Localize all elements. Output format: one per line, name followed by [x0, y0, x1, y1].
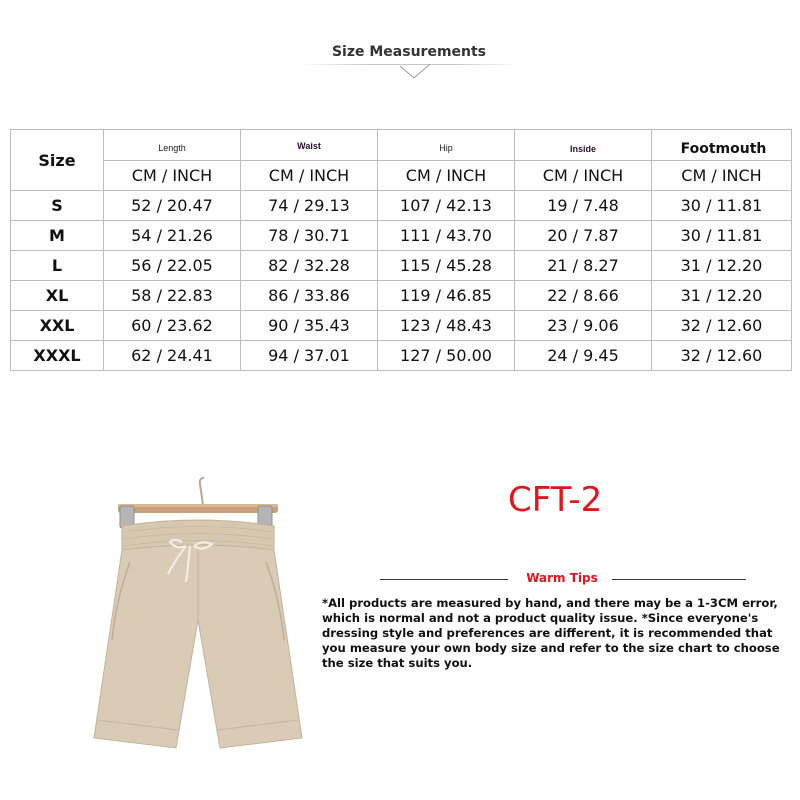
unit-label: CM / INCH [104, 161, 241, 191]
measurement-cell: 123 / 48.43 [378, 311, 515, 341]
measurement-cell: 52 / 20.47 [104, 191, 241, 221]
measurement-cell: 30 / 11.81 [652, 221, 792, 251]
measurement-cell: 127 / 50.00 [378, 341, 515, 371]
measurement-cell: 31 / 12.20 [652, 251, 792, 281]
size-cell: L [11, 251, 104, 281]
column-label: Inside [569, 143, 596, 154]
unit-label: CM / INCH [378, 161, 515, 191]
unit-label: CM / INCH [515, 161, 652, 191]
size-header: Size [11, 130, 104, 191]
measurement-cell: 32 / 12.60 [652, 311, 792, 341]
measurement-cell: 115 / 45.28 [378, 251, 515, 281]
tips-divider-right [612, 579, 746, 580]
size-rows [11, 191, 792, 371]
warm-tips-text: *All products are measured by hand, and there may be a 1-3CM error, which is normal and not a product quality issue. *Since everyone's dressing style and preferences are different, it is recommended that you measure your own body size and refer to the size chart to choose the size that suits you. [322, 596, 780, 670]
table-row [11, 281, 792, 311]
column-header-hip [378, 130, 515, 161]
column-label: Length [158, 143, 186, 153]
measurement-cell: 90 / 35.43 [241, 311, 378, 341]
page-title: Size Measurements [331, 44, 487, 60]
measurement-cell: 82 / 32.28 [241, 251, 378, 281]
table-row [11, 341, 792, 371]
measurement-cell: 58 / 22.83 [104, 281, 241, 311]
measurement-cell: 23 / 9.06 [515, 311, 652, 341]
measurement-cell: 60 / 23.62 [104, 311, 241, 341]
unit-label: CM / INCH [241, 161, 378, 191]
measurement-cell: 86 / 33.86 [241, 281, 378, 311]
column-header-waist [241, 130, 378, 161]
measurement-cell: 54 / 21.26 [104, 221, 241, 251]
table-row [11, 191, 792, 221]
chevron-down-icon [400, 64, 432, 80]
shorts-product-image [90, 470, 330, 760]
size-cell: S [11, 191, 104, 221]
measurement-cell: 19 / 7.48 [515, 191, 652, 221]
measurement-cell: 62 / 24.41 [104, 341, 241, 371]
measurement-cell: 56 / 22.05 [104, 251, 241, 281]
product-code: CFT-2 [508, 480, 603, 520]
unit-row [11, 161, 792, 191]
size-table [10, 129, 792, 371]
table-row [11, 311, 792, 341]
measurement-cell: 119 / 46.85 [378, 281, 515, 311]
column-header-footmouth [652, 130, 792, 161]
measurement-cell: 24 / 9.45 [515, 341, 652, 371]
table-row [11, 251, 792, 281]
measurement-cell: 31 / 12.20 [652, 281, 792, 311]
measurement-cell: 111 / 43.70 [378, 221, 515, 251]
column-label: Footmouth [680, 140, 767, 157]
size-cell: M [11, 221, 104, 251]
size-cell: XXXL [11, 341, 104, 371]
column-label: Hip [439, 143, 453, 153]
measurement-cell: 74 / 29.13 [241, 191, 378, 221]
size-cell: XXL [11, 311, 104, 341]
unit-label: CM / INCH [652, 161, 792, 191]
measurement-cell: 107 / 42.13 [378, 191, 515, 221]
measurement-cell: 94 / 37.01 [241, 341, 378, 371]
column-header-inside [515, 130, 652, 161]
column-label: Waist [297, 141, 321, 151]
size-cell: XL [11, 281, 104, 311]
measurement-cell: 21 / 8.27 [515, 251, 652, 281]
measurement-cell: 22 / 8.66 [515, 281, 652, 311]
measurement-cell: 78 / 30.71 [241, 221, 378, 251]
tips-divider-left [380, 579, 508, 580]
measurement-cell: 32 / 12.60 [652, 341, 792, 371]
measurement-cell: 30 / 11.81 [652, 191, 792, 221]
measurement-cell: 20 / 7.87 [515, 221, 652, 251]
warm-tips-heading: Warm Tips [526, 571, 598, 585]
table-row [11, 221, 792, 251]
table-header-row [11, 130, 792, 161]
column-header-length [104, 130, 241, 161]
